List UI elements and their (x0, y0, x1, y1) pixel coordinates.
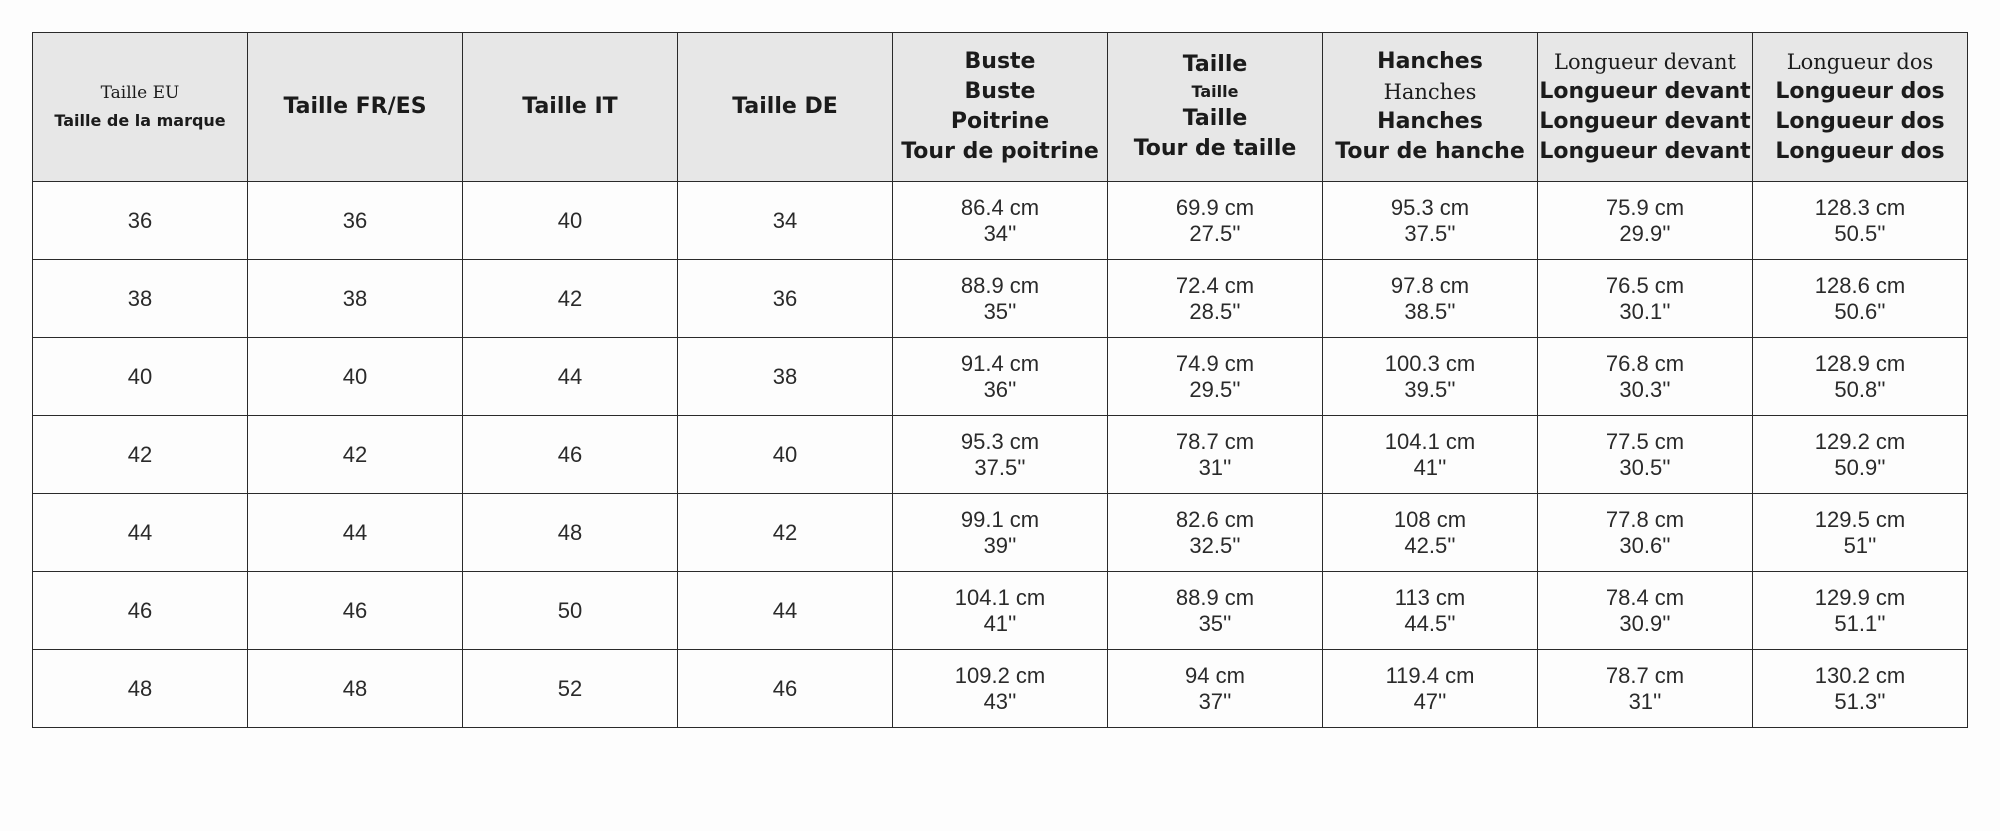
cell-back-length (1753, 494, 1968, 572)
table-row (33, 572, 1968, 650)
cell-waist (1108, 572, 1323, 650)
cell-waist-inch-value: 35'' (1198, 610, 1232, 636)
cell-hips-inch-value: 42.5'' (1404, 532, 1456, 558)
cell-bust-cm-value: 99.1 cm (960, 506, 1040, 532)
cell-bust (893, 572, 1108, 650)
cell-waist-cm-value: 69.9 cm (1175, 194, 1255, 220)
cell-fr-es-size: 46 (248, 572, 463, 650)
header-de-size-line: Taille DE (732, 94, 838, 119)
cell-waist-cm-value: 72.4 cm (1175, 272, 1255, 298)
cell-bust-cm-value: 109.2 cm (954, 662, 1046, 688)
cell-it-size: 52 (463, 650, 678, 728)
cell-de-size: 46 (678, 650, 893, 728)
cell-front-length (1538, 650, 1753, 728)
cell-eu-size: 44 (33, 494, 248, 572)
cell-front-length-cm-value: 77.5 cm (1605, 428, 1685, 454)
cell-bust-cm-value: 95.3 cm (960, 428, 1040, 454)
cell-de-size: 42 (678, 494, 893, 572)
cell-back-length-cm-value: 128.9 cm (1814, 350, 1906, 376)
header-fr-es-size (248, 33, 463, 182)
cell-de-size: 44 (678, 572, 893, 650)
cell-bust (893, 182, 1108, 260)
header-front-length (1538, 33, 1753, 182)
header-front-length-line: Longueur devant (1539, 139, 1751, 164)
cell-eu-size: 48 (33, 650, 248, 728)
header-back-length (1753, 33, 1968, 182)
cell-back-length-cm-value: 130.2 cm (1814, 662, 1906, 688)
cell-waist (1108, 650, 1323, 728)
cell-hips (1323, 260, 1538, 338)
cell-hips-inch-value: 39.5'' (1404, 376, 1456, 402)
cell-hips (1323, 416, 1538, 494)
cell-back-length (1753, 650, 1968, 728)
cell-eu-size: 42 (33, 416, 248, 494)
table-row (33, 260, 1968, 338)
cell-front-length (1538, 416, 1753, 494)
cell-fr-es-size: 44 (248, 494, 463, 572)
header-waist (1108, 33, 1323, 182)
cell-waist-cm-value: 82.6 cm (1175, 506, 1255, 532)
cell-back-length-inch-value: 50.8'' (1834, 376, 1886, 402)
cell-it-size: 50 (463, 572, 678, 650)
size-chart-body (33, 182, 1968, 728)
cell-hips-cm-value: 113 cm (1394, 584, 1466, 610)
cell-front-length-inch-value: 31'' (1628, 688, 1662, 714)
cell-front-length-cm-value: 77.8 cm (1605, 506, 1685, 532)
header-waist-line: Taille (1182, 106, 1248, 131)
cell-hips-inch-value: 38.5'' (1404, 298, 1456, 324)
cell-hips-cm-value: 95.3 cm (1390, 194, 1470, 220)
cell-hips (1323, 494, 1538, 572)
cell-waist-cm-value: 88.9 cm (1175, 584, 1255, 610)
cell-bust (893, 338, 1108, 416)
cell-back-length (1753, 338, 1968, 416)
cell-waist-inch-value: 32.5'' (1189, 532, 1241, 558)
cell-front-length-cm-value: 76.8 cm (1605, 350, 1685, 376)
cell-waist-cm-value: 94 cm (1185, 662, 1245, 688)
header-bust (893, 33, 1108, 182)
cell-back-length-inch-value: 50.9'' (1834, 454, 1886, 480)
cell-front-length-cm-value: 78.7 cm (1605, 662, 1685, 688)
cell-back-length-cm-value: 128.6 cm (1814, 272, 1906, 298)
cell-hips-cm-value: 104.1 cm (1384, 428, 1476, 454)
cell-front-length-inch-value: 30.9'' (1619, 610, 1671, 636)
cell-front-length (1538, 260, 1753, 338)
cell-fr-es-size: 40 (248, 338, 463, 416)
size-chart-table (32, 32, 1968, 728)
cell-hips-inch-value: 41'' (1413, 454, 1447, 480)
table-row (33, 416, 1968, 494)
header-hips-line: Hanches (1377, 49, 1483, 74)
header-bust-line: Poitrine (950, 109, 1050, 134)
cell-waist-inch-value: 31'' (1198, 454, 1232, 480)
cell-it-size: 42 (463, 260, 678, 338)
cell-waist (1108, 182, 1323, 260)
header-front-length-line: Longueur devant (1539, 109, 1751, 134)
cell-bust-cm-value: 104.1 cm (954, 584, 1046, 610)
cell-back-length-inch-value: 51.3'' (1834, 688, 1886, 714)
cell-hips-inch-value: 44.5'' (1404, 610, 1456, 636)
cell-waist (1108, 494, 1323, 572)
cell-front-length-inch-value: 30.6'' (1619, 532, 1671, 558)
cell-waist-cm-value: 74.9 cm (1175, 350, 1255, 376)
cell-back-length (1753, 572, 1968, 650)
header-waist-line: Tour de taille (1133, 136, 1297, 161)
cell-bust-inch-value: 39'' (983, 532, 1017, 558)
size-chart-header (33, 33, 1968, 182)
header-back-length-line: Longueur dos (1775, 79, 1945, 104)
cell-waist-inch-value: 37'' (1198, 688, 1232, 714)
cell-hips-cm-value: 108 cm (1393, 506, 1467, 532)
header-front-length-line: Longueur devant (1554, 50, 1736, 74)
cell-back-length-inch-value: 50.6'' (1834, 298, 1886, 324)
cell-front-length (1538, 572, 1753, 650)
header-eu-size (33, 33, 248, 182)
cell-back-length-cm-value: 129.2 cm (1814, 428, 1906, 454)
cell-it-size: 48 (463, 494, 678, 572)
header-row (33, 33, 1968, 182)
cell-waist-inch-value: 27.5'' (1189, 220, 1241, 246)
cell-front-length (1538, 338, 1753, 416)
cell-front-length-inch-value: 30.3'' (1619, 376, 1671, 402)
cell-back-length-inch-value: 51.1'' (1834, 610, 1886, 636)
cell-front-length-inch-value: 30.1'' (1619, 298, 1671, 324)
cell-back-length-cm-value: 129.5 cm (1814, 506, 1906, 532)
cell-front-length (1538, 182, 1753, 260)
cell-back-length-cm-value: 129.9 cm (1814, 584, 1906, 610)
cell-front-length-inch-value: 30.5'' (1619, 454, 1671, 480)
cell-eu-size: 36 (33, 182, 248, 260)
cell-de-size: 38 (678, 338, 893, 416)
cell-bust (893, 650, 1108, 728)
cell-back-length-inch-value: 51'' (1843, 532, 1877, 558)
cell-bust-inch-value: 36'' (983, 376, 1017, 402)
cell-back-length (1753, 260, 1968, 338)
cell-bust-cm-value: 86.4 cm (960, 194, 1040, 220)
header-it-size-line: Taille IT (522, 94, 618, 119)
cell-eu-size: 46 (33, 572, 248, 650)
header-hips-line: Hanches (1377, 109, 1483, 134)
header-back-length-line: Longueur dos (1775, 139, 1945, 164)
page-bottom-margin (0, 740, 2000, 831)
header-bust-line: Buste (964, 79, 1036, 104)
cell-hips (1323, 182, 1538, 260)
header-hips-line: Tour de hanche (1335, 139, 1525, 164)
cell-back-length-inch-value: 50.5'' (1834, 220, 1886, 246)
cell-hips (1323, 338, 1538, 416)
cell-fr-es-size: 42 (248, 416, 463, 494)
cell-eu-size: 40 (33, 338, 248, 416)
header-waist-line: Taille (1182, 52, 1248, 77)
header-bust-line: Buste (964, 49, 1036, 74)
cell-bust-inch-value: 37.5'' (974, 454, 1026, 480)
cell-front-length-cm-value: 75.9 cm (1605, 194, 1685, 220)
header-hips-line: Hanches (1383, 80, 1477, 104)
table-row (33, 338, 1968, 416)
header-eu-size-line: Taille EU (100, 83, 180, 103)
table-row (33, 494, 1968, 572)
cell-back-length (1753, 416, 1968, 494)
cell-bust-inch-value: 43'' (983, 688, 1017, 714)
cell-waist-inch-value: 29.5'' (1189, 376, 1241, 402)
table-row (33, 650, 1968, 728)
cell-waist (1108, 260, 1323, 338)
header-back-length-line: Longueur dos (1775, 109, 1945, 134)
header-fr-es-size-line: Taille FR/ES (283, 94, 427, 119)
header-hips (1323, 33, 1538, 182)
cell-it-size: 40 (463, 182, 678, 260)
header-back-length-line: Longueur dos (1786, 50, 1934, 74)
header-bust-line: Tour de poitrine (901, 139, 1099, 164)
cell-hips-cm-value: 100.3 cm (1384, 350, 1476, 376)
cell-de-size: 40 (678, 416, 893, 494)
cell-it-size: 44 (463, 338, 678, 416)
header-eu-size-line: Taille de la marque (54, 111, 226, 130)
header-front-length-line: Longueur devant (1539, 79, 1751, 104)
cell-de-size: 34 (678, 182, 893, 260)
cell-waist-inch-value: 28.5'' (1189, 298, 1241, 324)
cell-waist (1108, 416, 1323, 494)
cell-fr-es-size: 48 (248, 650, 463, 728)
cell-hips-cm-value: 97.8 cm (1390, 272, 1470, 298)
cell-front-length-cm-value: 78.4 cm (1605, 584, 1685, 610)
cell-bust-cm-value: 88.9 cm (960, 272, 1040, 298)
cell-back-length-cm-value: 128.3 cm (1814, 194, 1906, 220)
cell-hips (1323, 650, 1538, 728)
cell-front-length (1538, 494, 1753, 572)
cell-it-size: 46 (463, 416, 678, 494)
cell-waist-cm-value: 78.7 cm (1175, 428, 1255, 454)
cell-eu-size: 38 (33, 260, 248, 338)
cell-hips-inch-value: 37.5'' (1404, 220, 1456, 246)
cell-front-length-cm-value: 76.5 cm (1605, 272, 1685, 298)
cell-bust-inch-value: 35'' (983, 298, 1017, 324)
cell-de-size: 36 (678, 260, 893, 338)
cell-bust (893, 416, 1108, 494)
cell-bust-inch-value: 34'' (983, 220, 1017, 246)
cell-back-length (1753, 182, 1968, 260)
cell-hips-inch-value: 47'' (1413, 688, 1447, 714)
cell-fr-es-size: 36 (248, 182, 463, 260)
cell-bust (893, 260, 1108, 338)
table-row (33, 182, 1968, 260)
cell-hips (1323, 572, 1538, 650)
cell-hips-cm-value: 119.4 cm (1385, 662, 1475, 688)
cell-bust-cm-value: 91.4 cm (960, 350, 1040, 376)
cell-waist (1108, 338, 1323, 416)
header-it-size (463, 33, 678, 182)
header-de-size (678, 33, 893, 182)
header-waist-line: Taille (1191, 82, 1239, 101)
cell-bust (893, 494, 1108, 572)
cell-bust-inch-value: 41'' (983, 610, 1017, 636)
cell-fr-es-size: 38 (248, 260, 463, 338)
cell-front-length-inch-value: 29.9'' (1619, 220, 1671, 246)
